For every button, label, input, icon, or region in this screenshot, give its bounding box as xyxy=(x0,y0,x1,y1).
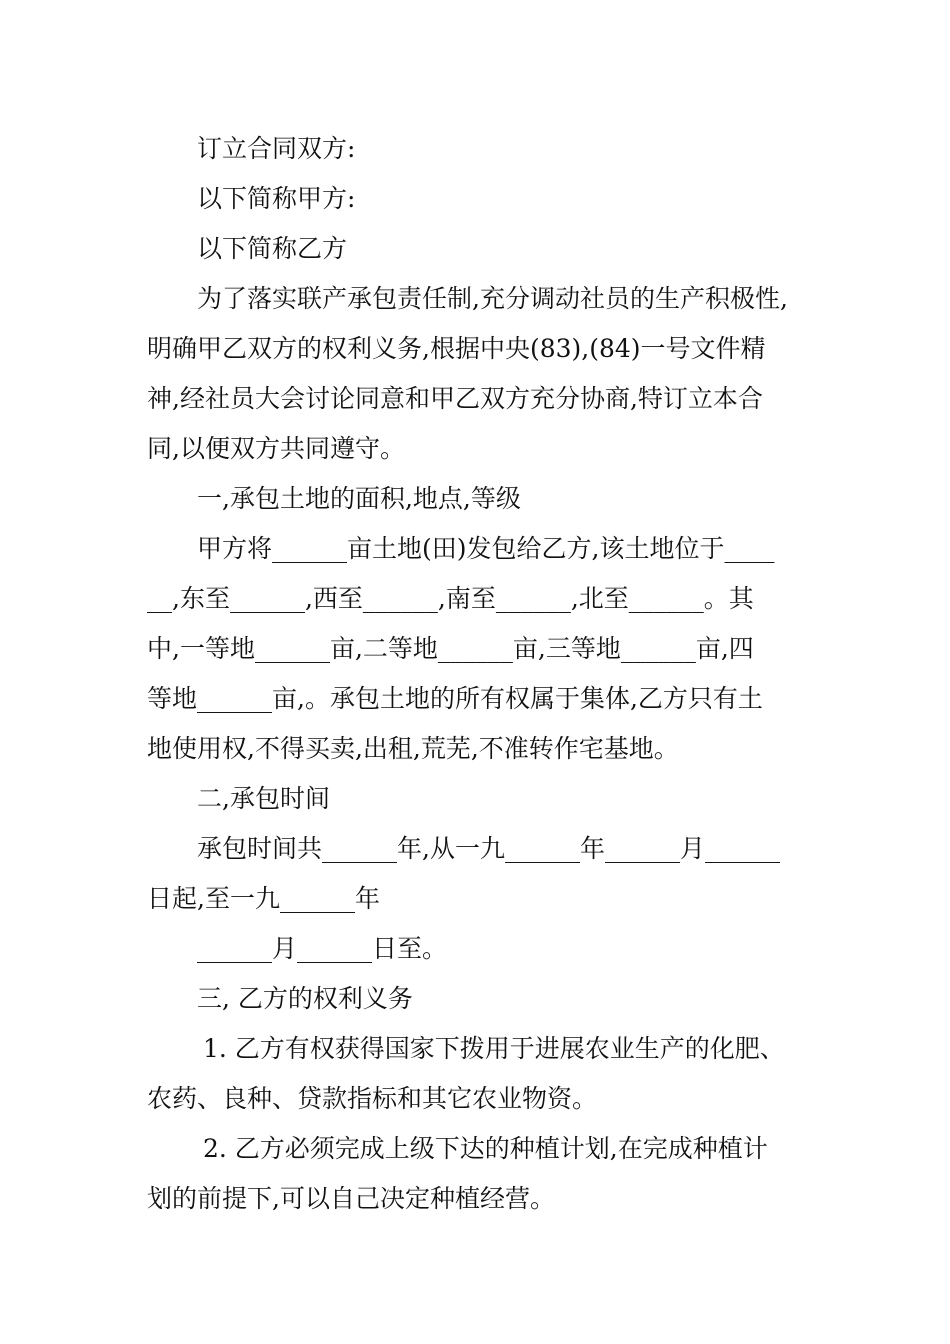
section-heading-land: 一,承包土地的面积,地点,等级 xyxy=(197,484,521,513)
section-heading-rights: 三, 乙方的权利义务 xyxy=(197,984,413,1013)
term-clause-line: ______月______日至。 xyxy=(197,934,448,963)
rights-item-1: 1. 乙方有权获得国家下拨用于进展农业生产的化肥、 xyxy=(203,1034,785,1063)
rights-item-2: 2. 乙方必须完成上级下达的种植计划,在完成种植计 xyxy=(203,1134,768,1163)
party-b-label: 以下简称乙方 xyxy=(197,234,348,263)
rights-item-2-cont: 划的前提下,可以自己决定种植经营。 xyxy=(147,1184,555,1213)
land-clause-line: 中,一等地______亩,二等地______亩,三等地______亩,四 xyxy=(147,634,754,663)
party-a-label: 以下简称甲方: xyxy=(197,184,356,213)
contract-parties-label: 订立合同双方: xyxy=(197,134,356,163)
preamble-line: 神,经社员大会讨论同意和甲乙双方充分协商,特订立本合 xyxy=(147,384,763,413)
section-heading-term: 二,承包时间 xyxy=(197,784,330,813)
land-clause-line: 等地______亩,。承包土地的所有权属于集体,乙方只有土 xyxy=(147,684,763,713)
land-clause-line: 甲方将______亩土地(田)发包给乙方,该土地位于____ xyxy=(197,534,775,563)
preamble-line: 同,以便双方共同遵守。 xyxy=(147,434,405,463)
land-clause-line: 地使用权,不得买卖,出租,荒芜,不准转作宅基地。 xyxy=(147,734,679,763)
preamble-line: 为了落实联产承包责任制,充分调动社员的生产积极性, xyxy=(197,284,788,313)
land-clause-line: __,东至______,西至______,南至______,北至______。其 xyxy=(147,584,754,613)
preamble-line: 明确甲乙双方的权利义务,根据中央(83),(84)一号文件精 xyxy=(147,334,766,363)
term-clause-line: 承包时间共______年,从一九______年______月______ xyxy=(197,834,780,863)
rights-item-1-cont: 农药、良种、贷款指标和其它农业物资。 xyxy=(147,1084,598,1113)
term-clause-line: 日起,至一九______年 xyxy=(147,884,380,913)
